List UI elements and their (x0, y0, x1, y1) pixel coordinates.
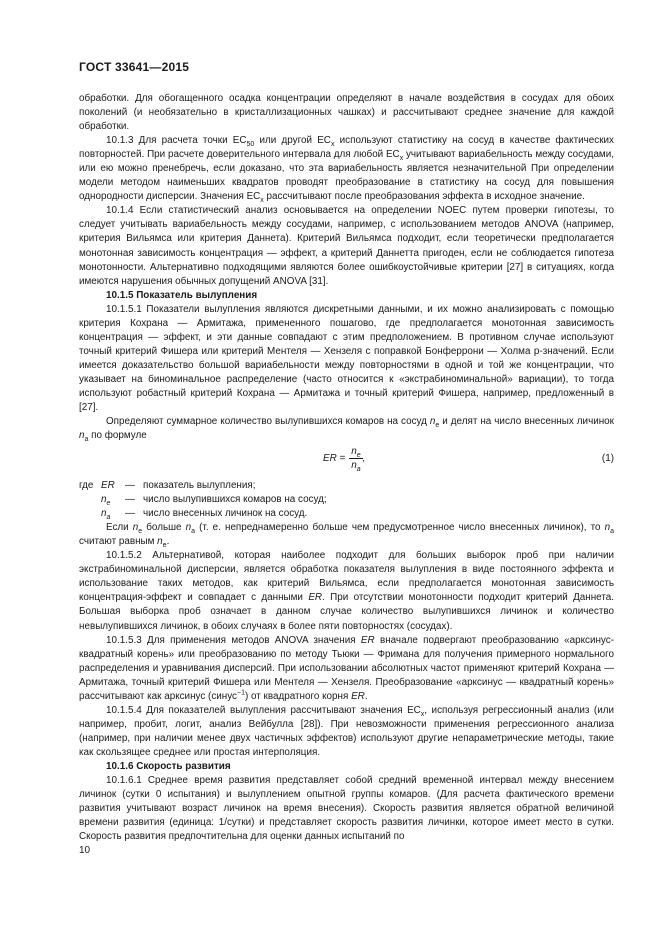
paragraph-formula-intro: Определяют суммарное количество вылупившихся комаров на сосуд $n_e$ и делят на число внесенных личинок $n_a$ по формуле (79, 416, 614, 444)
paragraph-10-1-4: 10.1.4 Если статистический анализ основывается на определении NOEC путем проверки гипотезы, то следует учитывать вариабельность между сосудами, например, с использованием методов ANOVA (например, критерия Вильямса или критерия Даннета). Критерий Вильямса подходит, если теоретически предполагается монотонная зависимость концентрация — эффект, а критерий Даннетта пригоден, если не соблюдается гипотеза монотонности. Альтернативно подходящими являются более ошибкоустойчивые критерии [27] в ситуациях, когда имеются нарушения обычных допущений ANOVA [31]. (79, 205, 614, 287)
document-body (79, 92, 614, 844)
paragraph-10-1-5-3: 10.1.5.3 Для применения методов ANOVA значения ER вначале подвергают преобразованию «арксинус-квадратный корень» или преобразованию по методу Тьюки — Фримана для получения примерного нормального распределения и уравнивания дисперсий. При использовании абсолютных частот применяют критерий Кохрана — Армитажа, точный критерий Фишера или Ментеля — Хензеля. Преобразование «арксинус — квадратный корень» рассчитывают как арксинус (синус$^{-1}$) от квадратного корня ER. (79, 634, 614, 702)
page-number: 10 (79, 845, 91, 856)
paragraph-10-1-5-4: 10.1.5.4 Для показателей вылупления рассчитывают значения $EC_x$, используя регрессионный анализ (или например, пробит, логит, анализ Вейбулла [28]). При невозможности применения регрессионного анализа (например, при наличии менее двух частичных эффектов) используют другие непараметрические методы, такие как скользящее среднее или простая интерполяция. (79, 704, 614, 758)
document-header: ГОСТ 33641—2015 (79, 60, 190, 74)
paragraph-10-1-6-1: 10.1.6.1 Среднее время развития представляет собой средний временной интервал между внесением личинок (сутки 0 испытания) и вылуплением опытной группы комаров. (Для расчета фактического времени развития учитывают возраст личинок на время внесения). Скорость развития является обратной величиной времени развития (единица: 1/сутки) и представляет скорость развития личинки, которое имеет место в сутки. Скорость развития предпочтительна для оценки данных испытаний по (79, 775, 614, 843)
legend-line-1: где ER — показатель вылупления; (79, 480, 256, 492)
formula-fraction: $\frac{n_e}{n_a}$ (351, 446, 361, 474)
formula-expression: ER = $\frac{n_e}{n_a}$ , (323, 446, 366, 474)
formula-number: (1) (601, 453, 614, 465)
paragraph-continuation: обработки. Для обогащенного осадка концентрации определяют в начале воздействия в сосудах для обоих поколений (и необязательно в кристаллизационных чашках) и рассчитывают среднее значение для каждой обработки. (79, 93, 614, 133)
paragraph-condition: Если $n_e$ больше $n_a$ (т. е. непреднамеренно больше чем предусмотренное число внесенных личинок), то $n_a$ считают равным $n_e$. (79, 522, 614, 550)
paragraph-10-1-3: 10.1.3 Для расчета точки $EC_{50}$ или другой $EC_x$ используют статистику на сосуд в качестве фактических повторностей. При расчете доверительного интервала для любой $EC_x$ учитывают вариабельность между сосудами, или ею можно пренебречь, если доказано, что эта вариабельность является незначительной При определении модели методом наименьших квадратов проводят преобразование в статистику на сосуд для повышения однородности дисперсии. Значения $EC_x$ рассчитывают после преобразования эффекта в исходное значение. (79, 135, 614, 205)
section-heading-10-1-6: 10.1.6 Скорость развития (106, 760, 231, 772)
paragraph-10-1-5-2: 10.1.5.2 Альтернативой, которая наиболее подходит для больших выборок проб при наличии экстрабиноминальной дисперсии, является обработка показателя вылупления в виде постоянного эффекта и использование таких методов, как критерий Вильямса, если предполагается монотонная зависимость концентрация-эффект и совпадает с данными ER. При отсутствии монотонности подходит критерий Даннета. Большая выборка проб означает в данном случае количество вылупившихся личинок и количество невылупившихся личинок, в обоих случаях в более пяти повторностях (сосудах). (79, 550, 614, 632)
section-heading-10-1-5: 10.1.5 Показатель вылупления (106, 289, 258, 301)
formula-1 (79, 443, 614, 479)
legend-line-3: $n_a$ — число внесенных личинок на сосуд. (101, 508, 308, 522)
paragraph-10-1-5-1: 10.1.5.1 Показатели вылупления являются дискретными данными, и их можно анализировать с помощью критерия Кохрана — Армитажа, примененного пошагово, где предполагается монотонная зависимость концентрация — эффект, и эти данные совпадают с этим предположением. В противном случае используют точный критерий Фишера или критерий Ментеля — Хензеля с поправкой Бонферрони — Холма p-значений. Если имеется доказательство большой вариабельности между повторностями в одной и той же концентрации, что указывает на биноминальное распределение (часто относится к «экстрабиноминальной» вариации), то тогда используют робастный критерий Кохрана — Армитажа и точный критерий Фишера, например, предложенный в [27]. (79, 303, 614, 414)
legend-line-2: $n_e$ — число вылупившихся комаров на сосуд; (101, 494, 327, 508)
